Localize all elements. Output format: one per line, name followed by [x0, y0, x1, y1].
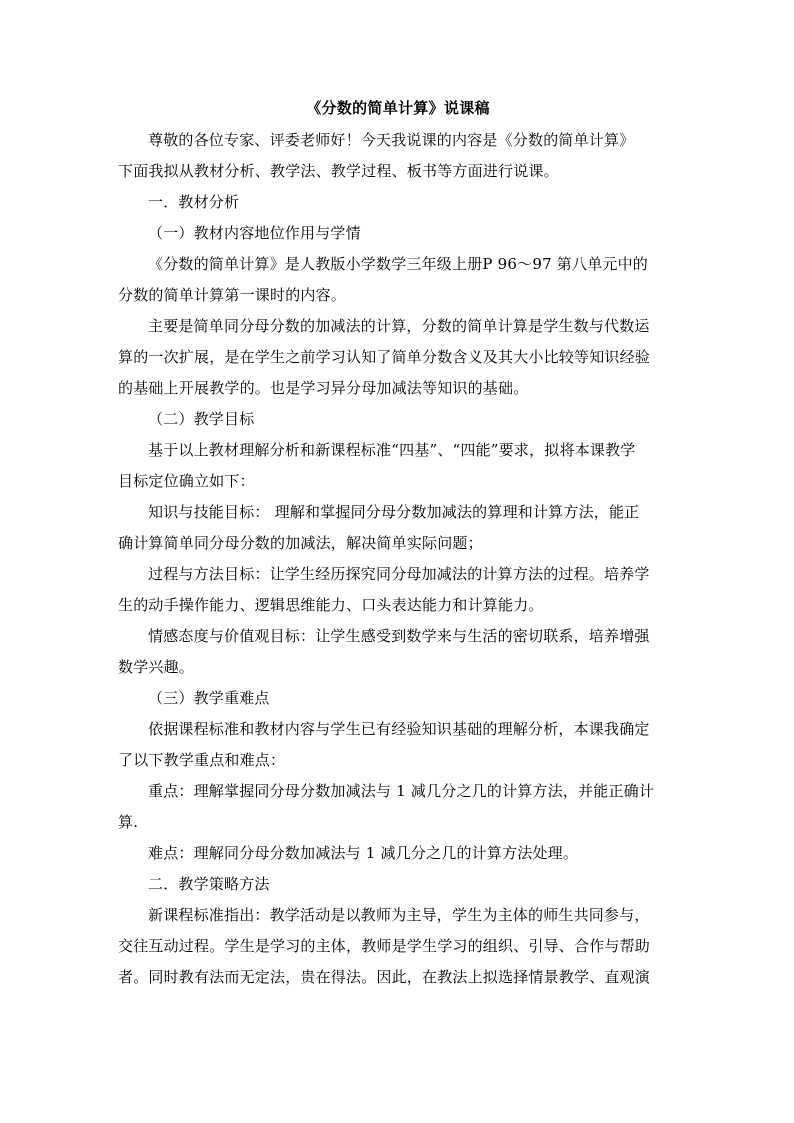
body-line: 主要是简单同分母分数的加减法的计算，分数的简单计算是学生数与代数运 [148, 317, 650, 335]
body-line: 基于以上教材理解分析和新课程标准“四基”、“四能”要求，拟将本课教学 [148, 441, 636, 459]
body-line: 知识与技能目标： 理解和掌握同分母分数加减法的算理和计算方法，能正 [148, 503, 640, 521]
body-line: 过程与方法目标：让学生经历探究同分母加减法的计算方法的过程。培养学 [148, 565, 650, 583]
document-page [118, 96, 678, 993]
body-line: 了以下教学重点和难点： [118, 751, 286, 769]
body-line: 二．教学策略方法 [148, 875, 270, 893]
body-line: （一）教材内容地位作用与学情 [148, 224, 361, 242]
body-line: 者。同时教有法而无定法，贵在得法。因此，在教法上拟选择情景教学、直观演 [118, 968, 651, 986]
document-body [118, 125, 678, 993]
body-line: 下面我拟从教材分析、教学法、教学过程、板书等方面进行说课。 [118, 162, 559, 180]
body-line: 新课程标准指出：教学活动是以教师为主导，学生为主体的师生共同参与， [148, 906, 650, 924]
body-line: 难点：理解同分母分数加减法与 1 减几分之几的计算方法处理。 [148, 844, 579, 862]
body-line: 算. [118, 813, 139, 831]
body-line: 算的一次扩展，是在学生之前学习认知了简单分数含义及其大小比较等知识经验 [118, 348, 651, 366]
body-line: （三）教学重难点 [148, 689, 270, 707]
body-line: 数学兴趣。 [118, 658, 195, 676]
document-title: 《分数的简单计算》说课稿 [306, 99, 490, 117]
body-line: 一．教材分析 [148, 193, 240, 211]
body-line: （二）教学目标 [148, 410, 255, 428]
body-line: 目标定位确立如下： [118, 472, 255, 490]
body-line: 情感态度与价值观目标：让学生感受到数学来与生活的密切联系，培养增强 [148, 627, 650, 645]
body-line: 生的动手操作能力、逻辑思维能力、口头表达能力和计算能力。 [118, 596, 544, 614]
body-line: 重点：理解掌握同分母分数加减法与 1 减几分之几的计算方法，并能正确计 [148, 782, 655, 800]
body-line: 《分数的简单计算》是人教版小学数学三年级上册P 96～97 第八单元中的 [148, 255, 649, 273]
body-line: 的基础上开展教学的。也是学习异分母加减法等知识的基础。 [118, 379, 529, 397]
body-line: 尊敬的各位专家、评委老师好！今天我说课的内容是《分数的简单计算》 [148, 131, 635, 149]
body-line: 依据课程标准和教材内容与学生已有经验知识基础的理解分析，本课我确定 [148, 720, 650, 738]
body-line: 分数的简单计算第一课时的内容。 [118, 286, 347, 304]
body-line: 交往互动过程。学生是学习的主体，教师是学生学习的组织、引导、合作与帮助 [118, 937, 651, 955]
body-line: 确计算简单同分母分数的加减法，解决简单实际问题； [118, 534, 483, 552]
